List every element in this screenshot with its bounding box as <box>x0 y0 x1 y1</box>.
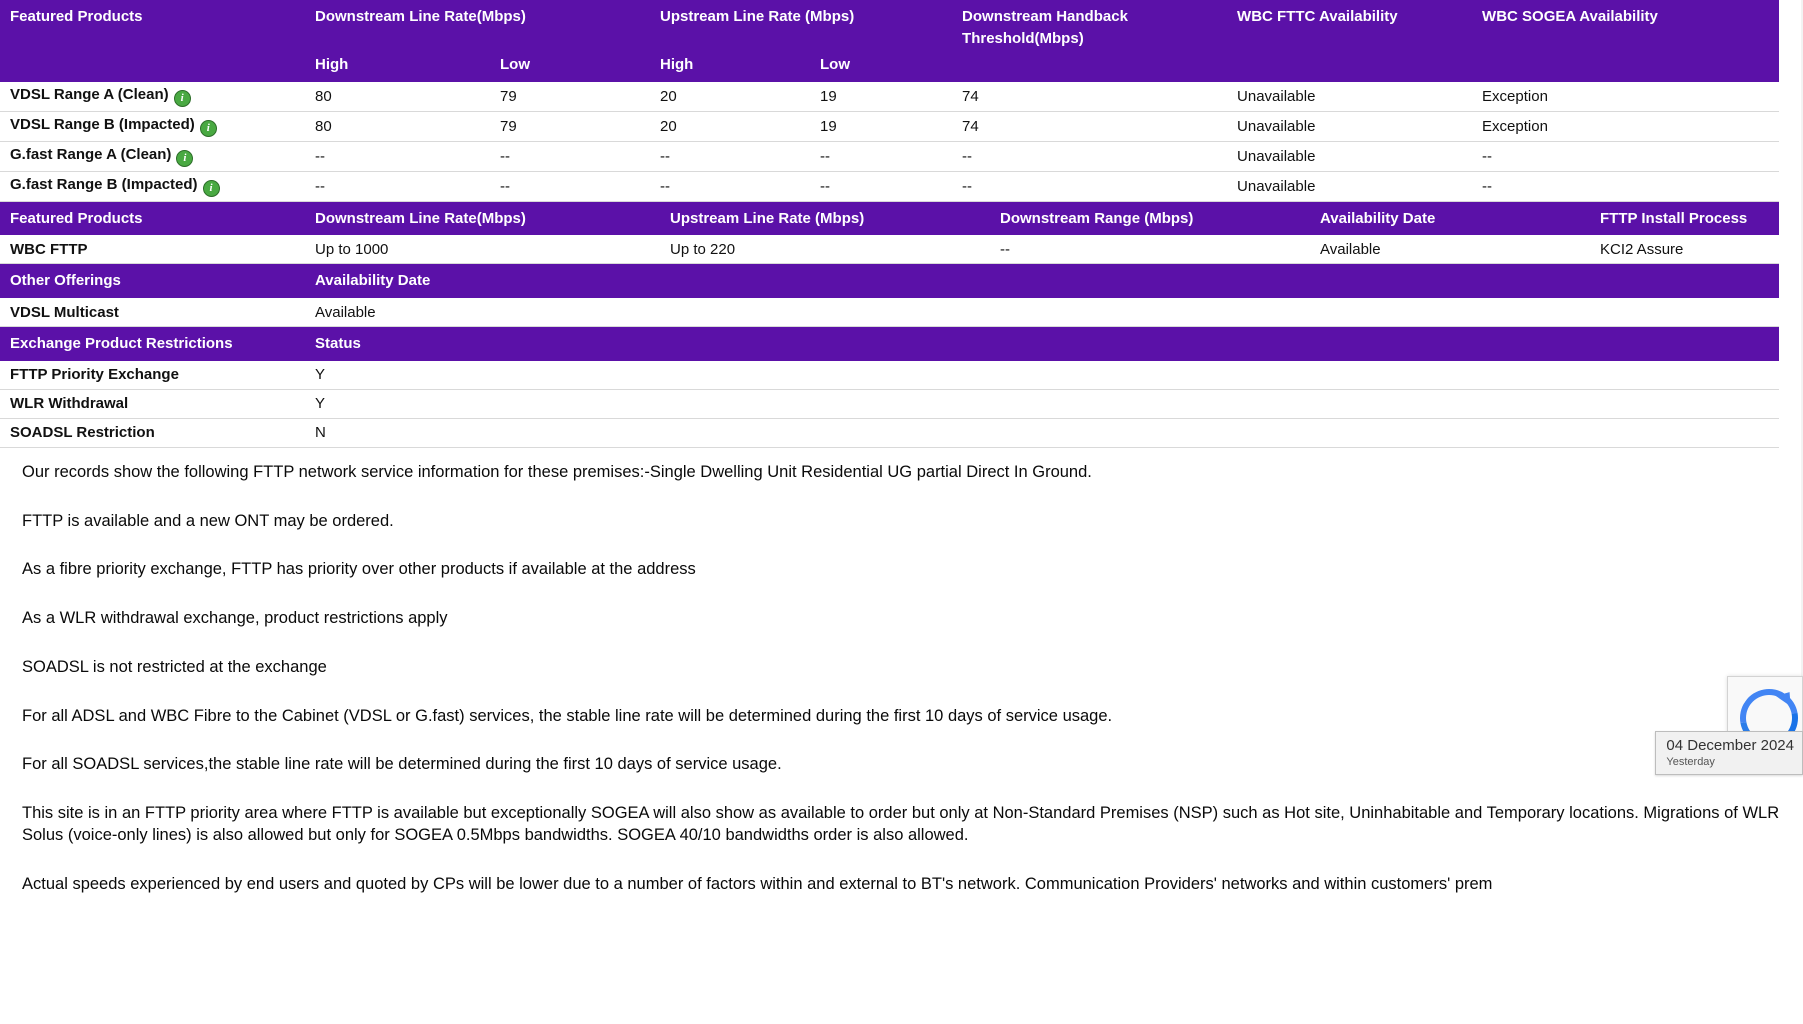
cell-us-low: 19 <box>810 82 952 112</box>
fttp-table-block <box>0 202 1803 265</box>
product-label: G.fast Range B (Impacted) <box>10 175 198 193</box>
other-offerings-table <box>0 264 1779 327</box>
subheader-blank-3 <box>1227 56 1472 82</box>
featured-subheader-row <box>0 56 1779 82</box>
subheader-us-high: High <box>650 56 810 82</box>
cell-us-low: -- <box>810 171 952 201</box>
exchange-product-restrictions-table <box>0 327 1779 448</box>
cell-restriction: SOADSL Restriction <box>0 418 305 447</box>
product-name-cell <box>0 111 305 141</box>
cell-install-process: KCI2 Assure <box>1590 235 1779 264</box>
fttp-products-table <box>0 202 1779 265</box>
header-downstream-line-rate: Downstream Line Rate(Mbps) <box>305 0 650 56</box>
cell-handback: -- <box>952 141 1227 171</box>
restrictions-table-block <box>0 327 1803 448</box>
table-row <box>0 389 1779 418</box>
cell-ds-low: -- <box>490 141 650 171</box>
info-icon[interactable]: i <box>174 90 191 107</box>
cell-fttc: Unavailable <box>1227 171 1472 201</box>
product-name-cell <box>0 141 305 171</box>
cell-ds-high: -- <box>305 141 490 171</box>
header-upstream-line-rate-2: Upstream Line Rate (Mbps) <box>660 202 990 236</box>
product-name-cell <box>0 82 305 112</box>
header-wbc-fttc-availability: WBC FTTC Availability <box>1227 0 1472 56</box>
header-status: Status <box>305 327 1779 361</box>
cell-ds-low: -- <box>490 171 650 201</box>
header-downstream-range: Downstream Range (Mbps) <box>990 202 1310 236</box>
cell-upstream: Up to 220 <box>660 235 990 264</box>
subheader-blank-4 <box>1472 56 1779 82</box>
header-wbc-sogea-availability: WBC SOGEA Availability <box>1472 0 1779 56</box>
info-icon[interactable]: i <box>176 150 193 167</box>
note-paragraph: Our records show the following FTTP network service information for these premises:-Single Dwelling Unit Residential UG partial Direct In Ground. <box>22 462 1092 481</box>
cell-range: -- <box>990 235 1310 264</box>
table-row <box>0 235 1779 264</box>
note-paragraph: FTTP is available and a new ONT may be ordered. <box>22 511 394 530</box>
note-paragraph: For all ADSL and WBC Fibre to the Cabinet (VDSL or G.fast) services, the stable line rate will be determined during the first 10 days of service usage. <box>22 706 1113 725</box>
table-row <box>0 82 1779 112</box>
header-downstream-line-rate-2: Downstream Line Rate(Mbps) <box>305 202 660 236</box>
cell-fttc: Unavailable <box>1227 82 1472 112</box>
header-featured-products-2: Featured Products <box>0 202 305 236</box>
cell-product: WBC FTTP <box>0 235 305 264</box>
cell-ds-high: 80 <box>305 82 490 112</box>
cell-ds-high: 80 <box>305 111 490 141</box>
product-label: G.fast Range A (Clean) <box>10 145 172 163</box>
table-row <box>0 141 1779 171</box>
cell-downstream: Up to 1000 <box>305 235 660 264</box>
subheader-ds-low: Low <box>490 56 650 82</box>
cell-offering: VDSL Multicast <box>0 298 305 327</box>
cell-us-high: -- <box>650 171 810 201</box>
subheader-blank-1 <box>0 56 305 82</box>
note-paragraph: As a fibre priority exchange, FTTP has priority over other products if available at the address <box>22 560 696 579</box>
cell-ds-high: -- <box>305 171 490 201</box>
other-offerings-table-block <box>0 264 1803 327</box>
note-paragraph: For all SOADSL services,the stable line rate will be determined during the first 10 days of service usage. <box>22 755 782 774</box>
note-paragraph: This site is in an FTTP priority area where FTTP is available but exceptionally SOGEA will also show as available to order but only at Non-Standard Premises (NSP) such as Hot site, Uninhabitable and Temporary locations. Migrations of WLR Solus (voice-only lines) is also allowed but only for SOGEA 0.5Mbps bandwidths. SOGEA 40/10 bandwidths order is also allowed. <box>22 804 1780 844</box>
note-paragraph: As a WLR withdrawal exchange, product restrictions apply <box>22 609 448 628</box>
header-offering-availability-date: Availability Date <box>305 264 1779 298</box>
cell-us-high: 20 <box>650 111 810 141</box>
table-row <box>0 418 1779 447</box>
fttp-header-row <box>0 202 1779 236</box>
cell-us-high: -- <box>650 141 810 171</box>
tooltip-date: 04 December 2024 <box>1666 737 1794 754</box>
notes-section <box>0 448 1803 896</box>
header-fttp-install-process: FTTP Install Process <box>1590 202 1779 236</box>
cell-availability: Available <box>1310 235 1590 264</box>
header-availability-date: Availability Date <box>1310 202 1590 236</box>
subheader-ds-high: High <box>305 56 490 82</box>
featured-header-row <box>0 0 1779 56</box>
cell-sogea: Exception <box>1472 82 1779 112</box>
cell-status: N <box>305 418 1779 447</box>
note-paragraph: SOADSL is not restricted at the exchange <box>22 657 327 676</box>
featured-products-table-block <box>0 0 1803 202</box>
cell-status: Y <box>305 389 1779 418</box>
cell-handback: -- <box>952 171 1227 201</box>
header-other-offerings: Other Offerings <box>0 264 305 298</box>
featured-products-table <box>0 0 1779 202</box>
cell-sogea: -- <box>1472 141 1779 171</box>
cell-fttc: Unavailable <box>1227 141 1472 171</box>
subheader-blank-2 <box>952 56 1227 82</box>
table-row <box>0 298 1779 327</box>
subheader-us-low: Low <box>810 56 952 82</box>
restrictions-header-row <box>0 327 1779 361</box>
header-featured-products: Featured Products <box>0 0 305 56</box>
cell-sogea: Exception <box>1472 111 1779 141</box>
product-name-cell <box>0 171 305 201</box>
product-label: VDSL Range A (Clean) <box>10 85 169 103</box>
cell-restriction: WLR Withdrawal <box>0 389 305 418</box>
cell-restriction: FTTP Priority Exchange <box>0 361 305 390</box>
table-row <box>0 111 1779 141</box>
cell-ds-low: 79 <box>490 111 650 141</box>
info-icon[interactable]: i <box>200 120 217 137</box>
product-label: VDSL Range B (Impacted) <box>10 115 195 133</box>
header-upstream-line-rate: Upstream Line Rate (Mbps) <box>650 0 952 56</box>
info-icon[interactable]: i <box>203 180 220 197</box>
table-row <box>0 361 1779 390</box>
cell-offering-availability: Available <box>305 298 1779 327</box>
tooltip-subtext: Yesterday <box>1666 756 1715 768</box>
note-paragraph: Actual speeds experienced by end users and quoted by CPs will be lower due to a number of factors within and external to BT's network. Communication Providers' networks and within customers' prem <box>22 874 1493 893</box>
cell-fttc: Unavailable <box>1227 111 1472 141</box>
cell-ds-low: 79 <box>490 82 650 112</box>
cell-us-low: 19 <box>810 111 952 141</box>
cell-handback: 74 <box>952 82 1227 112</box>
table-row <box>0 171 1779 201</box>
cell-handback: 74 <box>952 111 1227 141</box>
cell-us-high: 20 <box>650 82 810 112</box>
header-downstream-handback: Downstream Handback Threshold(Mbps) <box>952 0 1227 56</box>
date-tooltip <box>1655 731 1803 775</box>
cell-us-low: -- <box>810 141 952 171</box>
other-offerings-header-row <box>0 264 1779 298</box>
header-exchange-product-restrictions: Exchange Product Restrictions <box>0 327 305 361</box>
cell-sogea: -- <box>1472 171 1779 201</box>
cell-status: Y <box>305 361 1779 390</box>
